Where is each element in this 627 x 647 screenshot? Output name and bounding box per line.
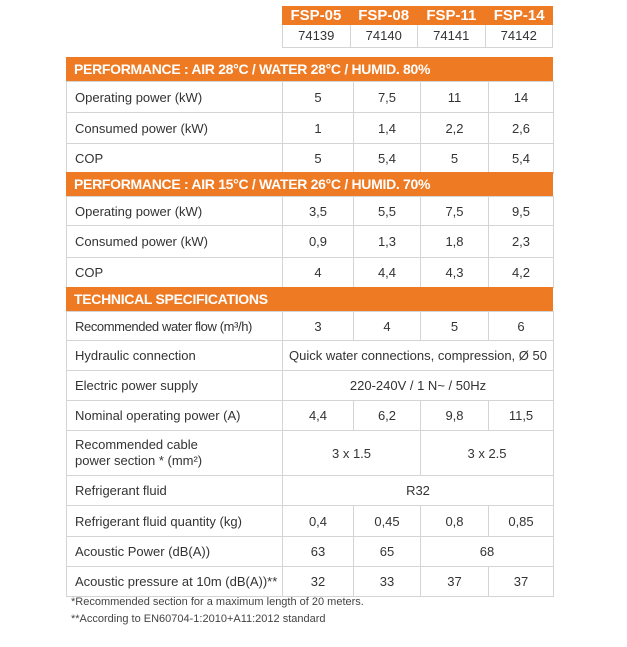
table-row	[67, 82, 554, 113]
cell-value: 6	[489, 312, 554, 341]
table-row	[67, 431, 554, 476]
cell-value: 1,3	[354, 226, 421, 258]
row-label	[67, 431, 283, 476]
model-code: 74139	[282, 25, 350, 47]
table-row	[67, 537, 554, 567]
table-row	[67, 113, 554, 144]
cell-value: 65	[354, 537, 421, 567]
table-row	[67, 476, 554, 506]
cell-value: 5	[421, 312, 489, 341]
row-label: Consumed power (kW)	[67, 113, 283, 144]
cell-value: 0,9	[283, 226, 354, 258]
cell-value: 0,8	[421, 506, 489, 537]
cell-value: 3,5	[283, 197, 354, 226]
cell-value: R32	[283, 476, 554, 506]
table-row	[67, 258, 554, 288]
table-row	[67, 371, 554, 401]
cell-value: 4,3	[421, 258, 489, 288]
cell-value: 7,5	[421, 197, 489, 226]
cell-value: 5	[421, 144, 489, 174]
table-row	[67, 341, 554, 371]
cell-value: 33	[354, 567, 421, 597]
row-label: Electric power supply	[67, 371, 283, 401]
performance-15-table	[66, 196, 554, 288]
cell-value: 4,2	[489, 258, 554, 288]
footnotes	[71, 594, 364, 628]
model-codes	[282, 25, 553, 48]
cell-value: 5	[283, 144, 354, 174]
footnote: **According to EN60704-1:2010+A11:2012 standard	[71, 613, 326, 625]
cell-value: 1,4	[354, 113, 421, 144]
table-row	[67, 506, 554, 537]
model-code: 74140	[350, 25, 418, 47]
cell-value: 5,4	[354, 144, 421, 174]
cell-value: 68	[421, 537, 554, 567]
row-label: Nominal operating power (A)	[67, 401, 283, 431]
cell-value: 1,8	[421, 226, 489, 258]
model-name: FSP-05	[290, 7, 342, 24]
cell-value: 7,5	[354, 82, 421, 113]
footnote: *Recommended section for a maximum length of 20 meters.	[71, 596, 364, 608]
technical-specs-table	[66, 311, 554, 597]
cell-value: 11	[421, 82, 489, 113]
cell-value: 5	[283, 82, 354, 113]
row-label: Refrigerant fluid quantity (kg)	[67, 506, 283, 537]
cell-value: 4,4	[283, 401, 354, 431]
model-name: FSP-11	[426, 7, 477, 24]
section-title-performance-28: PERFORMANCE : AIR 28°C / WATER 28°C / HUMID. 80%	[66, 57, 553, 81]
row-label: Hydraulic connection	[67, 341, 283, 371]
model-header	[282, 6, 553, 25]
row-label: Consumed power (kW)	[67, 226, 283, 258]
table-row	[67, 197, 554, 226]
table-row	[67, 567, 554, 597]
cell-value: 3 x 1.5	[283, 431, 421, 476]
cell-value: 14	[489, 82, 554, 113]
row-label-line: Recommended cable	[75, 437, 198, 452]
table-row	[67, 226, 554, 258]
cell-value: 37	[421, 567, 489, 597]
cell-value: 32	[283, 567, 354, 597]
cell-value: 2,6	[489, 113, 554, 144]
row-label: Refrigerant fluid	[67, 476, 283, 506]
table-row	[67, 312, 554, 341]
row-label: COP	[67, 258, 283, 288]
cell-value: 2,2	[421, 113, 489, 144]
row-label-line: power section * (mm²)	[75, 453, 203, 468]
section-title-performance-15: PERFORMANCE : AIR 15°C / WATER 26°C / HUMID. 70%	[66, 172, 553, 196]
cell-value: 220-240V / 1 N~ / 50Hz	[283, 371, 554, 401]
cell-value: 0,4	[283, 506, 354, 537]
cell-value: 6,2	[354, 401, 421, 431]
cell-value: 3	[283, 312, 354, 341]
cell-value: 4	[354, 312, 421, 341]
model-name: FSP-14	[493, 7, 545, 24]
cell-value: Quick water connections, compression, Ø 50	[283, 341, 554, 371]
cell-value: 1	[283, 113, 354, 144]
table-row	[67, 401, 554, 431]
cell-value: 0,85	[489, 506, 554, 537]
cell-value: 5,5	[354, 197, 421, 226]
row-label: Acoustic Power (dB(A))	[67, 537, 283, 567]
cell-value: 11,5	[489, 401, 554, 431]
row-label: Operating power (kW)	[67, 82, 283, 113]
cell-value: 37	[489, 567, 554, 597]
cell-value: 3 x 2.5	[421, 431, 554, 476]
model-code: 74141	[417, 25, 485, 47]
cell-value: 2,3	[489, 226, 554, 258]
cell-value: 9,5	[489, 197, 554, 226]
cell-value: 0,45	[354, 506, 421, 537]
row-label: Acoustic pressure at 10m (dB(A))**	[67, 567, 283, 597]
row-label: Recommended water flow (m³/h)	[67, 312, 283, 341]
row-label: Operating power (kW)	[67, 197, 283, 226]
cell-value: 4,4	[354, 258, 421, 288]
cell-value: 9,8	[421, 401, 489, 431]
model-code: 74142	[485, 25, 554, 47]
table-row	[67, 144, 554, 174]
cell-value: 4	[283, 258, 354, 288]
performance-28-table	[66, 81, 554, 174]
model-name: FSP-08	[358, 7, 410, 24]
cell-value: 63	[283, 537, 354, 567]
row-label: COP	[67, 144, 283, 174]
section-title-technical: TECHNICAL SPECIFICATIONS	[66, 287, 553, 311]
cell-value: 5,4	[489, 144, 554, 174]
